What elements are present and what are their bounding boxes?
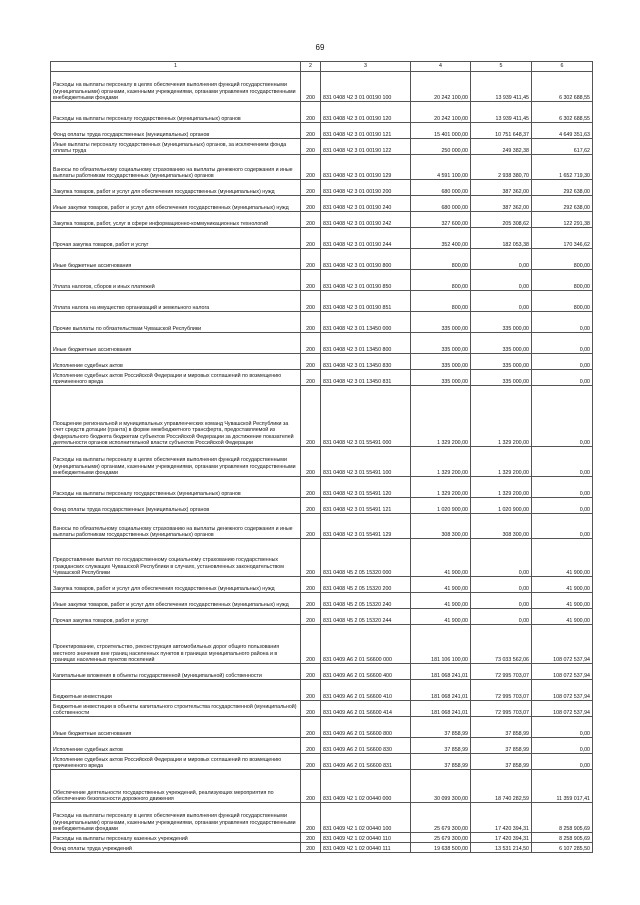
row-remaining-cell: 0,00 xyxy=(532,514,593,539)
row-executed-cell: 72 995 703,07 xyxy=(471,680,532,701)
row-executed-cell: 13 939 411,45 xyxy=(471,72,532,102)
table-row xyxy=(51,212,593,228)
row-name-cell: Прочая закупка товаров, работ и услуг xyxy=(51,228,301,249)
row-executed-cell: 37 858,99 xyxy=(471,738,532,754)
table-row xyxy=(51,717,593,738)
row-classification-cell: 831 0408 Ч2 3 01 55491 120 xyxy=(321,477,411,498)
row-remaining-cell: 8 258 905,69 xyxy=(532,833,593,843)
row-classification-cell: 831 0409 Ч2 1 02 00440 000 xyxy=(321,770,411,803)
row-remaining-cell: 41 900,00 xyxy=(532,577,593,593)
row-name-cell: Расходы на выплаты персоналу в целях обеспечения выполнения функций государственными (муниципальными) органами, казенными учреждениями, органами управления государственными внебюджетными фондами xyxy=(51,72,301,102)
row-name-cell: Прочая закупка товаров, работ и услуг xyxy=(51,609,301,625)
row-executed-cell: 72 995 703,07 xyxy=(471,664,532,680)
row-remaining-cell: 108 072 537,94 xyxy=(532,701,593,717)
table-row xyxy=(51,123,593,139)
column-header-4: 4 xyxy=(411,62,471,72)
row-classification-cell: 831 0408 Ч2 3 01 00190 100 xyxy=(321,72,411,102)
row-classification-cell: 831 0409 А6 2 01 S6600 000 xyxy=(321,625,411,664)
column-header-5: 5 xyxy=(471,62,532,72)
row-remaining-cell: 41 900,00 xyxy=(532,593,593,609)
row-remaining-cell: 292 638,00 xyxy=(532,196,593,212)
row-code-cell: 200 xyxy=(301,155,321,180)
row-name-cell: Закупка товаров, работ и услуг для обеспечения государственных (муниципальных) нужд xyxy=(51,180,301,196)
row-approved-cell: 1 020 900,00 xyxy=(411,498,471,514)
row-executed-cell: 0,00 xyxy=(471,609,532,625)
row-classification-cell: 831 0408 Ч2 3 01 00190 240 xyxy=(321,196,411,212)
row-name-cell: Капитальные вложения в объекты государственной (муниципальной) собственности xyxy=(51,664,301,680)
row-code-cell: 200 xyxy=(301,803,321,833)
row-remaining-cell: 0,00 xyxy=(532,370,593,386)
row-approved-cell: 20 242 100,00 xyxy=(411,72,471,102)
row-approved-cell: 25 679 300,00 xyxy=(411,833,471,843)
row-approved-cell: 25 679 300,00 xyxy=(411,803,471,833)
row-approved-cell: 37 858,99 xyxy=(411,717,471,738)
table-row xyxy=(51,803,593,833)
row-name-cell: Фонд оплаты труда государственных (муниципальных) органов xyxy=(51,498,301,514)
row-executed-cell: 0,00 xyxy=(471,249,532,270)
row-remaining-cell: 11 359 017,41 xyxy=(532,770,593,803)
row-executed-cell: 0,00 xyxy=(471,593,532,609)
row-classification-cell: 831 0408 Ч2 3 01 00190 129 xyxy=(321,155,411,180)
row-name-cell: Поощрение региональной и муниципальных управленческих команд Чувашской Республики за счет средств дотации (гранта) в форме межбюджетного трансферта, предоставляемой из федерального бюджета бюджетам субъектов Российской Федерации за достижение показателей деятельности органов исполнительной власти субъектов Российской Федерации xyxy=(51,386,301,447)
row-approved-cell: 800,00 xyxy=(411,270,471,291)
row-name-cell: Исполнение судебных актов xyxy=(51,738,301,754)
row-code-cell: 200 xyxy=(301,498,321,514)
table-row xyxy=(51,539,593,577)
row-name-cell: Бюджетные инвестиции в объекты капитального строительства государственной (муниципальной) собственности xyxy=(51,701,301,717)
row-classification-cell: 831 0409 Ч2 1 02 00440 111 xyxy=(321,843,411,853)
row-approved-cell: 680 000,00 xyxy=(411,196,471,212)
row-remaining-cell: 41 900,00 xyxy=(532,539,593,577)
row-executed-cell: 1 329 200,00 xyxy=(471,386,532,447)
table-row xyxy=(51,625,593,664)
row-executed-cell: 73 033 562,06 xyxy=(471,625,532,664)
row-executed-cell: 10 751 648,37 xyxy=(471,123,532,139)
row-remaining-cell: 108 072 537,94 xyxy=(532,625,593,664)
row-remaining-cell: 108 072 537,94 xyxy=(532,664,593,680)
row-remaining-cell: 6 302 688,55 xyxy=(532,102,593,123)
row-classification-cell: 831 0408 Ч2 3 01 55491 129 xyxy=(321,514,411,539)
table-row xyxy=(51,498,593,514)
table-row xyxy=(51,738,593,754)
row-classification-cell: 831 0408 Ч2 3 01 00190 120 xyxy=(321,102,411,123)
table-row xyxy=(51,833,593,843)
row-classification-cell: 831 0408 Ч2 3 01 13450 000 xyxy=(321,312,411,333)
table-row xyxy=(51,249,593,270)
row-name-cell: Бюджетные инвестиции xyxy=(51,680,301,701)
table-row xyxy=(51,312,593,333)
row-classification-cell: 831 0408 Ч2 3 01 00190 851 xyxy=(321,291,411,312)
table-row xyxy=(51,139,593,155)
row-approved-cell: 41 900,00 xyxy=(411,593,471,609)
row-name-cell: Взносы по обязательному социальному страхованию на выплаты денежного содержания и иные выплаты работникам государственных (муниципальных) органов xyxy=(51,155,301,180)
table-row xyxy=(51,577,593,593)
table-row xyxy=(51,770,593,803)
table-row xyxy=(51,477,593,498)
row-name-cell: Расходы на выплаты персоналу казенных учреждений xyxy=(51,833,301,843)
row-executed-cell: 37 858,99 xyxy=(471,717,532,738)
row-remaining-cell: 122 291,38 xyxy=(532,212,593,228)
row-remaining-cell: 6 302 688,55 xyxy=(532,72,593,102)
column-header-1: 1 xyxy=(51,62,301,72)
row-classification-cell: 831 0408 Ч2 3 01 00190 200 xyxy=(321,180,411,196)
row-remaining-cell: 800,00 xyxy=(532,291,593,312)
row-approved-cell: 20 242 100,00 xyxy=(411,102,471,123)
row-code-cell: 200 xyxy=(301,625,321,664)
row-classification-cell: 831 0409 Ч2 1 02 00440 110 xyxy=(321,833,411,843)
row-approved-cell: 335 000,00 xyxy=(411,354,471,370)
row-executed-cell: 335 000,00 xyxy=(471,354,532,370)
row-name-cell: Расходы на выплаты персоналу в целях обеспечения выполнения функций государственными (муниципальными) органами, казенными учреждениями, органами управления государственными внебюджетными фондами xyxy=(51,803,301,833)
row-approved-cell: 30 099 300,00 xyxy=(411,770,471,803)
row-executed-cell: 308 300,00 xyxy=(471,514,532,539)
row-approved-cell: 327 600,00 xyxy=(411,212,471,228)
column-header-6: 6 xyxy=(532,62,593,72)
row-code-cell: 200 xyxy=(301,717,321,738)
row-code-cell: 200 xyxy=(301,72,321,102)
row-code-cell: 200 xyxy=(301,593,321,609)
row-approved-cell: 800,00 xyxy=(411,291,471,312)
row-remaining-cell: 170 346,62 xyxy=(532,228,593,249)
row-code-cell: 200 xyxy=(301,102,321,123)
row-code-cell: 200 xyxy=(301,212,321,228)
row-approved-cell: 37 858,99 xyxy=(411,738,471,754)
row-executed-cell: 1 329 200,00 xyxy=(471,447,532,477)
row-code-cell: 200 xyxy=(301,770,321,803)
row-executed-cell: 335 000,00 xyxy=(471,370,532,386)
row-executed-cell: 18 740 282,59 xyxy=(471,770,532,803)
row-classification-cell: 831 0408 Ч2 3 01 00190 800 xyxy=(321,249,411,270)
table-row xyxy=(51,386,593,447)
row-name-cell: Взносы по обязательному социальному страхованию на выплаты денежного содержания и иные выплаты работникам государственных (муниципальных) органов xyxy=(51,514,301,539)
row-classification-cell: 831 0408 Ч2 3 01 00190 121 xyxy=(321,123,411,139)
row-executed-cell: 13 939 411,45 xyxy=(471,102,532,123)
row-executed-cell: 249 382,38 xyxy=(471,139,532,155)
row-approved-cell: 1 329 200,00 xyxy=(411,386,471,447)
row-name-cell: Фонд оплаты труда учреждений xyxy=(51,843,301,853)
row-remaining-cell: 4 649 351,63 xyxy=(532,123,593,139)
row-remaining-cell: 6 107 285,50 xyxy=(532,843,593,853)
row-executed-cell: 13 531 214,50 xyxy=(471,843,532,853)
row-name-cell: Предоставление выплат по государственному социальному страхованию государственных гражданских служащих Чувашской Республики в случаях, установленных законодательством Чувашской Республики xyxy=(51,539,301,577)
row-code-cell: 200 xyxy=(301,180,321,196)
row-executed-cell: 0,00 xyxy=(471,291,532,312)
budget-execution-table xyxy=(50,61,593,853)
row-code-cell: 200 xyxy=(301,139,321,155)
row-code-cell: 200 xyxy=(301,539,321,577)
row-approved-cell: 41 900,00 xyxy=(411,609,471,625)
row-executed-cell: 0,00 xyxy=(471,539,532,577)
row-classification-cell: 831 0409 А6 2 01 S6600 414 xyxy=(321,701,411,717)
row-executed-cell: 2 938 380,70 xyxy=(471,155,532,180)
table-header-row xyxy=(51,62,593,72)
row-classification-cell: 831 0408 Ч2 3 01 13450 831 xyxy=(321,370,411,386)
row-name-cell: Иные бюджетные ассигнования xyxy=(51,717,301,738)
row-name-cell: Исполнение судебных актов Российской Федерации и мировых соглашений по возмещению причиненного вреда xyxy=(51,754,301,770)
row-name-cell: Проектирование, строительство, реконструкция автомобильных дорог общего пользования местного значения вне границ населенных пунктов в границах муниципального района и в границах населенных пунктов поселений xyxy=(51,625,301,664)
row-executed-cell: 37 858,99 xyxy=(471,754,532,770)
row-remaining-cell: 800,00 xyxy=(532,270,593,291)
row-remaining-cell: 108 072 537,94 xyxy=(532,680,593,701)
row-name-cell: Закупка товаров, работ, услуг в сфере информационно-коммуникационных технологий xyxy=(51,212,301,228)
row-executed-cell: 335 000,00 xyxy=(471,312,532,333)
row-classification-cell: 831 0408 Ч2 3 01 00190 244 xyxy=(321,228,411,249)
row-approved-cell: 41 900,00 xyxy=(411,577,471,593)
row-classification-cell: 831 0408 Ч2 3 01 13450 830 xyxy=(321,354,411,370)
row-classification-cell: 831 0409 А6 2 01 S6600 410 xyxy=(321,680,411,701)
row-approved-cell: 4 591 100,00 xyxy=(411,155,471,180)
row-approved-cell: 335 000,00 xyxy=(411,370,471,386)
row-code-cell: 200 xyxy=(301,291,321,312)
row-code-cell: 200 xyxy=(301,312,321,333)
row-approved-cell: 181 106 100,00 xyxy=(411,625,471,664)
row-remaining-cell: 0,00 xyxy=(532,498,593,514)
row-name-cell: Иные закупки товаров, работ и услуг для обеспечения государственных (муниципальных) нужд xyxy=(51,593,301,609)
row-executed-cell: 17 420 394,31 xyxy=(471,803,532,833)
table-row xyxy=(51,180,593,196)
row-executed-cell: 387 362,00 xyxy=(471,196,532,212)
row-code-cell: 200 xyxy=(301,664,321,680)
row-classification-cell: 831 0408 Ч5 2 05 15320 240 xyxy=(321,593,411,609)
row-classification-cell: 831 0408 Ч2 3 01 00190 850 xyxy=(321,270,411,291)
row-executed-cell: 387 362,00 xyxy=(471,180,532,196)
table-row xyxy=(51,680,593,701)
row-remaining-cell: 0,00 xyxy=(532,738,593,754)
row-name-cell: Уплата налога на имущество организаций и земельного налога xyxy=(51,291,301,312)
row-code-cell: 200 xyxy=(301,701,321,717)
table-row xyxy=(51,593,593,609)
row-code-cell: 200 xyxy=(301,354,321,370)
row-approved-cell: 1 329 200,00 xyxy=(411,447,471,477)
row-approved-cell: 41 900,00 xyxy=(411,539,471,577)
row-code-cell: 200 xyxy=(301,249,321,270)
table-row xyxy=(51,102,593,123)
row-code-cell: 200 xyxy=(301,477,321,498)
row-code-cell: 200 xyxy=(301,123,321,139)
row-approved-cell: 1 329 200,00 xyxy=(411,477,471,498)
row-approved-cell: 15 401 000,00 xyxy=(411,123,471,139)
row-name-cell: Уплата налогов, сборов и иных платежей xyxy=(51,270,301,291)
row-approved-cell: 19 638 500,00 xyxy=(411,843,471,853)
row-approved-cell: 181 068 241,01 xyxy=(411,664,471,680)
row-remaining-cell: 617,62 xyxy=(532,139,593,155)
row-classification-cell: 831 0408 Ч2 3 01 00190 122 xyxy=(321,139,411,155)
row-remaining-cell: 41 900,00 xyxy=(532,609,593,625)
row-executed-cell: 1 020 900,00 xyxy=(471,498,532,514)
row-code-cell: 200 xyxy=(301,680,321,701)
row-code-cell: 200 xyxy=(301,370,321,386)
row-code-cell: 200 xyxy=(301,228,321,249)
row-code-cell: 200 xyxy=(301,843,321,853)
row-remaining-cell: 292 638,00 xyxy=(532,180,593,196)
row-name-cell: Иные выплаты персоналу государственных (муниципальных) органов, за исключением фонда оплаты труда xyxy=(51,139,301,155)
row-remaining-cell: 8 258 905,69 xyxy=(532,803,593,833)
row-name-cell: Закупка товаров, работ и услуг для обеспечения государственных (муниципальных) нужд xyxy=(51,577,301,593)
column-header-3: 3 xyxy=(321,62,411,72)
row-name-cell: Иные бюджетные ассигнования xyxy=(51,249,301,270)
row-approved-cell: 800,00 xyxy=(411,249,471,270)
row-approved-cell: 335 000,00 xyxy=(411,333,471,354)
table-row xyxy=(51,664,593,680)
row-executed-cell: 182 053,38 xyxy=(471,228,532,249)
table-row xyxy=(51,196,593,212)
row-classification-cell: 831 0408 Ч2 3 01 55491 121 xyxy=(321,498,411,514)
row-remaining-cell: 0,00 xyxy=(532,754,593,770)
row-code-cell: 200 xyxy=(301,577,321,593)
row-code-cell: 200 xyxy=(301,738,321,754)
row-approved-cell: 308 300,00 xyxy=(411,514,471,539)
row-code-cell: 200 xyxy=(301,196,321,212)
table-row xyxy=(51,514,593,539)
table-row xyxy=(51,291,593,312)
row-name-cell: Исполнение судебных актов Российской Федерации и мировых соглашений по возмещению причиненного вреда xyxy=(51,370,301,386)
row-executed-cell: 0,00 xyxy=(471,577,532,593)
row-executed-cell: 205 308,62 xyxy=(471,212,532,228)
row-code-cell: 200 xyxy=(301,270,321,291)
row-name-cell: Иные бюджетные ассигнования xyxy=(51,333,301,354)
table-row xyxy=(51,843,593,853)
row-approved-cell: 37 858,99 xyxy=(411,754,471,770)
row-approved-cell: 181 068 241,01 xyxy=(411,701,471,717)
row-remaining-cell: 0,00 xyxy=(532,333,593,354)
row-code-cell: 200 xyxy=(301,609,321,625)
table-row xyxy=(51,155,593,180)
row-classification-cell: 831 0408 Ч2 3 01 55491 100 xyxy=(321,447,411,477)
row-classification-cell: 831 0408 Ч5 2 05 15320 000 xyxy=(321,539,411,577)
row-approved-cell: 352 400,00 xyxy=(411,228,471,249)
row-code-cell: 200 xyxy=(301,514,321,539)
row-name-cell: Обеспечение деятельности государственных учреждений, реализующих мероприятия по обеспечению безопасности дорожного движения xyxy=(51,770,301,803)
row-executed-cell: 0,00 xyxy=(471,270,532,291)
page-number: 69 xyxy=(315,43,325,52)
row-remaining-cell: 1 652 719,30 xyxy=(532,155,593,180)
row-classification-cell: 831 0409 А6 2 01 S6600 831 xyxy=(321,754,411,770)
row-name-cell: Фонд оплаты труда государственных (муниципальных) органов xyxy=(51,123,301,139)
row-name-cell: Расходы на выплаты персоналу государственных (муниципальных) органов xyxy=(51,102,301,123)
row-code-cell: 200 xyxy=(301,333,321,354)
row-classification-cell: 831 0408 Ч5 2 05 15320 244 xyxy=(321,609,411,625)
table-body xyxy=(51,72,593,853)
row-classification-cell: 831 0409 А6 2 01 S6600 830 xyxy=(321,738,411,754)
row-approved-cell: 335 000,00 xyxy=(411,312,471,333)
row-remaining-cell: 0,00 xyxy=(532,312,593,333)
row-approved-cell: 250 000,00 xyxy=(411,139,471,155)
table-row xyxy=(51,609,593,625)
table-row xyxy=(51,72,593,102)
row-approved-cell: 680 000,00 xyxy=(411,180,471,196)
row-code-cell: 200 xyxy=(301,754,321,770)
table-row xyxy=(51,270,593,291)
table-row xyxy=(51,447,593,477)
row-code-cell: 200 xyxy=(301,833,321,843)
row-remaining-cell: 0,00 xyxy=(532,477,593,498)
table-row xyxy=(51,701,593,717)
table-row xyxy=(51,228,593,249)
row-remaining-cell: 0,00 xyxy=(532,386,593,447)
row-code-cell: 200 xyxy=(301,386,321,447)
row-approved-cell: 181 068 241,01 xyxy=(411,680,471,701)
row-name-cell: Прочие выплаты по обязательствам Чувашской Республики xyxy=(51,312,301,333)
row-name-cell: Расходы на выплаты персоналу в целях обеспечения выполнения функций государственными (муниципальными) органами, казенными учреждениями, органами управления государственными внебюджетными фондами xyxy=(51,447,301,477)
row-name-cell: Расходы на выплаты персоналу государственных (муниципальных) органов xyxy=(51,477,301,498)
row-classification-cell: 831 0408 Ч5 2 05 15320 200 xyxy=(321,577,411,593)
row-name-cell: Исполнение судебных актов xyxy=(51,354,301,370)
row-executed-cell: 72 995 703,07 xyxy=(471,701,532,717)
row-classification-cell: 831 0409 А6 2 01 S6600 400 xyxy=(321,664,411,680)
row-remaining-cell: 0,00 xyxy=(532,717,593,738)
row-classification-cell: 831 0408 Ч2 3 01 00190 242 xyxy=(321,212,411,228)
row-classification-cell: 831 0408 Ч2 3 01 13450 800 xyxy=(321,333,411,354)
row-classification-cell: 831 0408 Ч2 3 01 55491 000 xyxy=(321,386,411,447)
table-row xyxy=(51,333,593,354)
table-row xyxy=(51,370,593,386)
row-remaining-cell: 800,00 xyxy=(532,249,593,270)
row-code-cell: 200 xyxy=(301,447,321,477)
row-name-cell: Иные закупки товаров, работ и услуг для обеспечения государственных (муниципальных) нужд xyxy=(51,196,301,212)
table-row xyxy=(51,354,593,370)
table-row xyxy=(51,754,593,770)
column-header-2: 2 xyxy=(301,62,321,72)
row-executed-cell: 335 000,00 xyxy=(471,333,532,354)
row-classification-cell: 831 0409 Ч2 1 02 00440 100 xyxy=(321,803,411,833)
row-remaining-cell: 0,00 xyxy=(532,447,593,477)
row-classification-cell: 831 0409 А6 2 01 S6600 800 xyxy=(321,717,411,738)
row-remaining-cell: 0,00 xyxy=(532,354,593,370)
row-executed-cell: 17 420 394,31 xyxy=(471,833,532,843)
row-executed-cell: 1 329 200,00 xyxy=(471,477,532,498)
